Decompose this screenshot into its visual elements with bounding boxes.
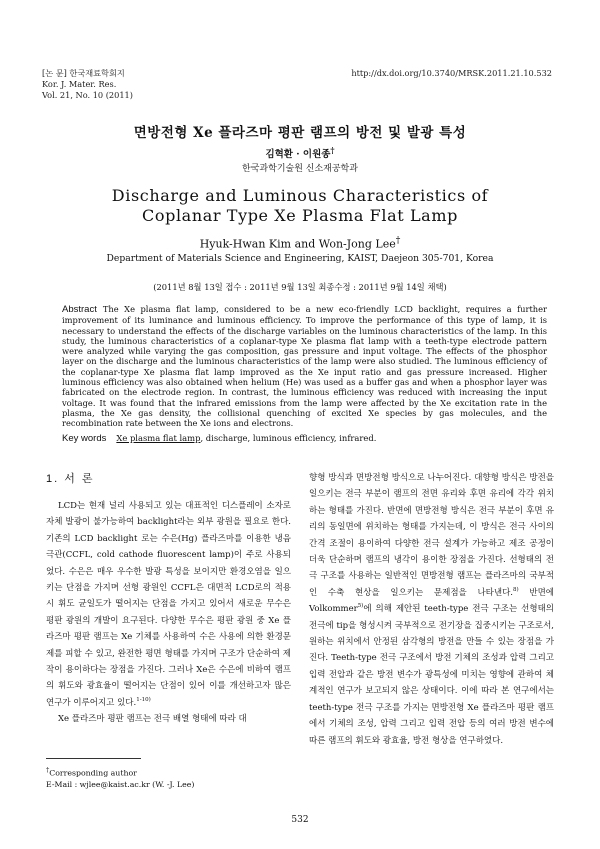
footnote	[46, 765, 194, 790]
body-column-left	[46, 498, 291, 728]
keywords	[62, 433, 547, 444]
paragraph-text: LCD는 현재 널리 사용되고 있는 대표적인 디스플레이 소자로 자체 발광이 불가능하여 backlight라는 외부 광원을 필요로 한다. 기존의 LCD backlight 로는 수은(Hg) 플라즈마를 이용한 냉음극관(CCFL, cold cathode fluorescent lamp)이 주로 사용되었다. 수은은 매우 우수한 발광 특성을 보이지만 환경오염을 일으키는 단점을 가지며 선형 광원인 CCFL은 대면적 LCD로의 적용 시 휘도 균일도가 떨어지는 단점을 가지고 있어서 새로운 무수은 평판 광원의 개발이 요구된다. 다양한 무수은 평판 광원 중 Xe 플라즈마 평판 램프는 Xe 기체를 사용하여 수은 사용에 의한 환경문제를 피할 수 있고, 완전한 평면 형태를 가지며 구조가 단순하여 제작이 용이하다는 장점을 가진다. 그러나 Xe은 수은에 비하여 램프의 휘도와 광효율이 떨어지는 단점이 있어 이를 개선하고자 많은 연구가 이루어지고 있다.	[46, 501, 291, 708]
corresponding-mark: †	[330, 146, 335, 155]
journal-name-en: Kor. J. Mater. Res.	[42, 79, 117, 89]
keyword-link[interactable]: Xe plasma flat lamp	[116, 433, 201, 443]
footnote-mark: †	[46, 766, 50, 774]
paper-title-kr: 면방전형 Xe 플라즈마 평판 램프의 방전 및 발광 특성	[133, 125, 467, 141]
citation-ref: 1-10)	[136, 697, 151, 704]
journal-volume: Vol. 21, No. 10 (2011)	[42, 90, 133, 100]
paragraph-text: 에 의해 제안된 teeth-type 전극 구조는 선형태의 전극에 tip을 형성시켜 국부적으로 전기장을 집중시키는 구조로서, 원하는 위치에서 안정된 삼각형의 방전을 만들 수 있는 장점을 가진다. Teeth-type 전극 구조에서 방전 기체의 조성과 압력 그리고 입력 전압과 같은 방전 변수가 광특성에 미치는 영향에 관하여 체계적인 연구가 보고되지 않은 상태이다. 이에 따라 본 연구에서는 teeth-type 전극 구조를 가지는 면방전형 Xe 플라즈마 평판 램프에서 기체의 조성, 압력 그리고 입력 전압 등의 여러 방전 변수에 따른 램프의 휘도와 광효율, 방전 형상을 연구하였다.	[309, 604, 554, 746]
title-en-line1: Discharge and Luminous Characteristics of	[111, 186, 489, 205]
body-column-right	[309, 470, 554, 749]
corresponding-mark-en: †	[395, 235, 401, 246]
citation-ref: 5)	[357, 603, 364, 610]
abstract-label: Abstract	[62, 304, 97, 315]
journal-info	[42, 68, 133, 101]
authors-kr	[0, 146, 600, 160]
authors-kr-names: 김혁환 · 이원종	[265, 149, 331, 161]
abstract-text: The Xe plasma flat lamp, considered to be a new eco-friendly LCD backlight, requires a further improvement of its luminance and luminous efficiency. To improve the performance of this type of lamp, it is necessary to understand the effects of the discharge variables on the luminous characteristics of the lamp. In this study, the luminous characteristics of a coplanar-type Xe plasma flat lamp with a teeth-type electrode pattern were analyzed while varying the gas composition, gas pressure and input voltage. The effects of the phosphor layer on the discharge and the luminous characteristics of the lamp were also studied. The luminous efficiency of the coplanar-type Xe plasma flat lamp improved as the Xe input ratio and gas pressure increased. Higher luminous efficiency was also obtained when helium (He) was used as a buffer gas and when a phosphor layer was fabricated on the electrode region. In contrast, the luminous efficiency was reduced with increasing the input voltage. It was found that the infrared emissions from the lamp were affected by the Xe excitation rate in the plasma, the Xe gas density, the collisional quenching of excited Xe species by gas molecules, and the recombination rate between the Xe ions and electrons.	[62, 304, 547, 429]
body-paragraph	[309, 470, 554, 749]
footnote-divider	[46, 758, 141, 759]
citation-ref: 8)	[513, 587, 519, 594]
footnote-label: Corresponding author	[49, 768, 137, 778]
keywords-rest: , discharge, luminous efficiency, infrared.	[200, 433, 377, 443]
paragraph-text: 반면에 Volkommer	[309, 587, 554, 615]
authors-en-names: Hyuk-Hwan Kim and Won-Jong Lee	[199, 237, 396, 251]
journal-name-kr: [논 문] 한국재료학회지	[42, 68, 125, 78]
body-paragraph: Xe 플라즈마 평판 램프는 전극 배열 형태에 따라 대	[58, 714, 247, 725]
footnote-email: E-Mail : wjlee@kaist.ac.kr (W. -J. Lee)	[46, 779, 195, 789]
paragraph-text: 향형 방식과 면방전형 방식으로 나누어진다. 대향형 방식은 방전을 일으키는 전극 부분이 램프의 전면 유리와 후면 유리에 각각 위치하는 형태를 가진다. 반면에 면방전형 방식은 전극 부분이 후면 유리의 동일면에 위치하는 형태를 가지는데, 이 방식은 전극 사이의 간격 조절이 용이하여 다양한 전극 설계가 가능하고 제조 공정이 더욱 단순하며 램프의 냉각이 용이한 장점을 가진다. 선형태의 전극 구조를 사용하는 일반적인 면방전형 램프는 플라즈마의 국부적인 수축 현상을 일으키는 문제점을 나타낸다.	[309, 473, 554, 598]
page-number: 532	[291, 815, 309, 825]
title-en-line2: Coplanar Type Xe Plasma Flat Lamp	[142, 206, 458, 225]
body-paragraph	[46, 498, 291, 711]
affiliation-en: Department of Materials Science and Engineering, KAIST, Daejeon 305-701, Korea	[106, 253, 494, 264]
abstract	[62, 304, 547, 429]
authors-en	[0, 235, 600, 251]
submission-dates: (2011년 8월 13일 접수 : 2011년 9월 13일 최종수정 : 2011년 9월 14일 채택)	[153, 282, 447, 292]
doi-link[interactable]: http://dx.doi.org/10.3740/MRSK.2011.21.10.532	[351, 68, 552, 78]
section-heading: 1. 서 론	[46, 473, 95, 485]
keywords-label: Key words	[62, 433, 107, 444]
paper-title-en	[0, 186, 600, 226]
affiliation-kr: 한국과학기술원 신소재공학과	[242, 164, 358, 174]
footnote-corresponding	[46, 765, 194, 779]
